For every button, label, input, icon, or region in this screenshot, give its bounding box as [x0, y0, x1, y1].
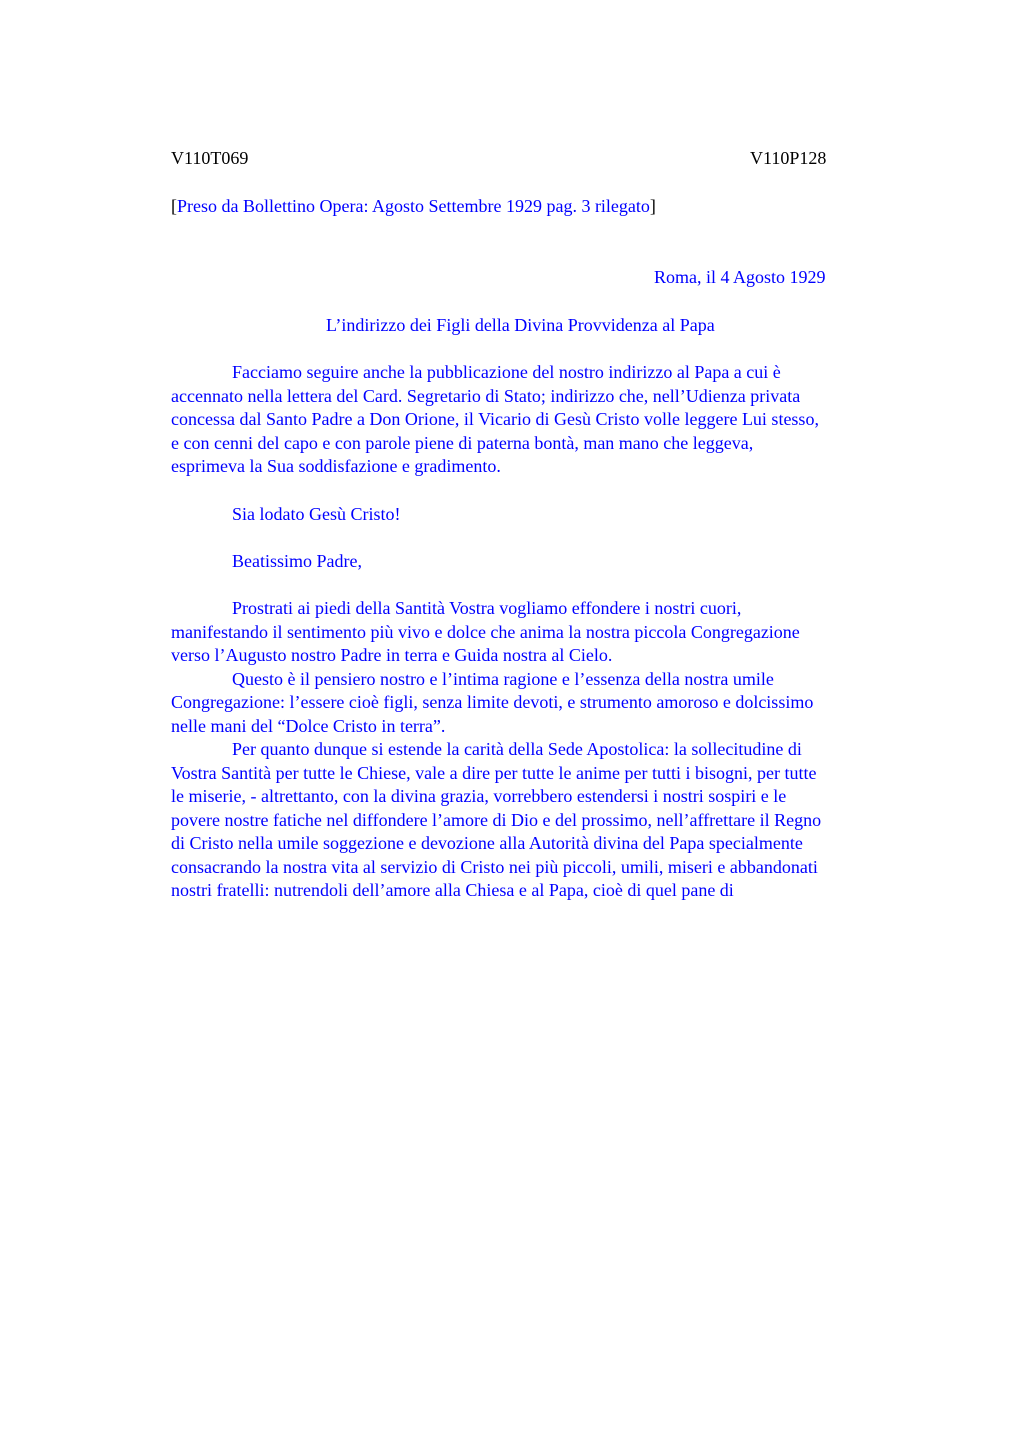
- letter-body: [171, 597, 931, 903]
- greeting: Sia lodato Gesù Cristo!: [232, 504, 401, 524]
- body-line: nostri fratelli: nutrendoli dell’amore alla Chiesa e al Papa, cioè di quel pane di: [171, 880, 734, 900]
- body-line: di Cristo nella umile soggezione e devozione alla Autorità divina del Papa specialmente: [171, 833, 803, 853]
- body-line: Questo è il pensiero nostro e l’intima ragione e l’essenza della nostra umile: [232, 668, 774, 689]
- source-note-close-bracket: ]: [649, 196, 656, 216]
- intro-line: concessa dal Santo Padre a Don Orione, il Vicario di Gesù Cristo volle leggere Lui stesso,: [171, 409, 819, 429]
- dateline: Roma, il 4 Agosto 1929: [654, 267, 826, 287]
- body-line: le miserie, - altrettanto, con la divina grazia, vorrebbero estendersi i nostri sospiri e le: [171, 786, 787, 806]
- source-note-open-bracket: [: [171, 196, 177, 216]
- document-title: L’indirizzo dei Figli della Divina Provvidenza al Papa: [326, 315, 715, 335]
- body-line: Congregazione: l’essere cioè figli, senza limite devoti, e strumento amoroso e dolcissimo: [171, 692, 814, 712]
- body-line: consacrando la nostra vita al servizio di Cristo nei più piccoli, umili, miseri e abbandonati: [171, 856, 818, 877]
- intro-line: esprimeva la Sua soddisfazione e gradimento.: [171, 456, 501, 476]
- intro-paragraph: [171, 361, 931, 479]
- body-line: Per quanto dunque si estende la carità della Sede Apostolica: la sollecitudine di: [232, 739, 802, 759]
- body-line: povere nostre fatiche nel diffondere l’amore di Dio e del prossimo, nell’affrettare il Regno: [171, 809, 822, 830]
- body-line: manifestando il sentimento più vivo e dolce che anima la nostra piccola Congregazione: [171, 621, 800, 642]
- body-line: verso l’Augusto nostro Padre in terra e Guida nostra al Cielo.: [171, 645, 613, 665]
- salutation: Beatissimo Padre,: [232, 551, 362, 571]
- source-note-text: Preso da Bollettino Opera: Agosto Settembre 1929 pag. 3 rilegato: [177, 196, 650, 216]
- body-line: Vostra Santità per tutte le Chiese, vale a dire per tutte le anime per tutti i bisogni, per tutte: [171, 762, 817, 783]
- header-left-code: V110T069: [171, 148, 249, 168]
- body-line: nelle mani del “Dolce Cristo in terra”.: [171, 715, 446, 736]
- intro-line: accennato nella lettera del Card. Segretario di Stato; indirizzo che, nell’Udienza privata: [171, 385, 801, 406]
- body-line: Prostrati ai piedi della Santità Vostra vogliamo effondere i nostri cuori,: [232, 598, 742, 618]
- source-note: [171, 195, 656, 219]
- intro-line: Facciamo seguire anche la pubblicazione del nostro indirizzo al Papa a cui è: [232, 362, 781, 382]
- header-right-code: V110P128: [750, 148, 827, 168]
- intro-line: e con cenni del capo e con parole piene di paterna bontà, man mano che leggeva,: [171, 432, 754, 453]
